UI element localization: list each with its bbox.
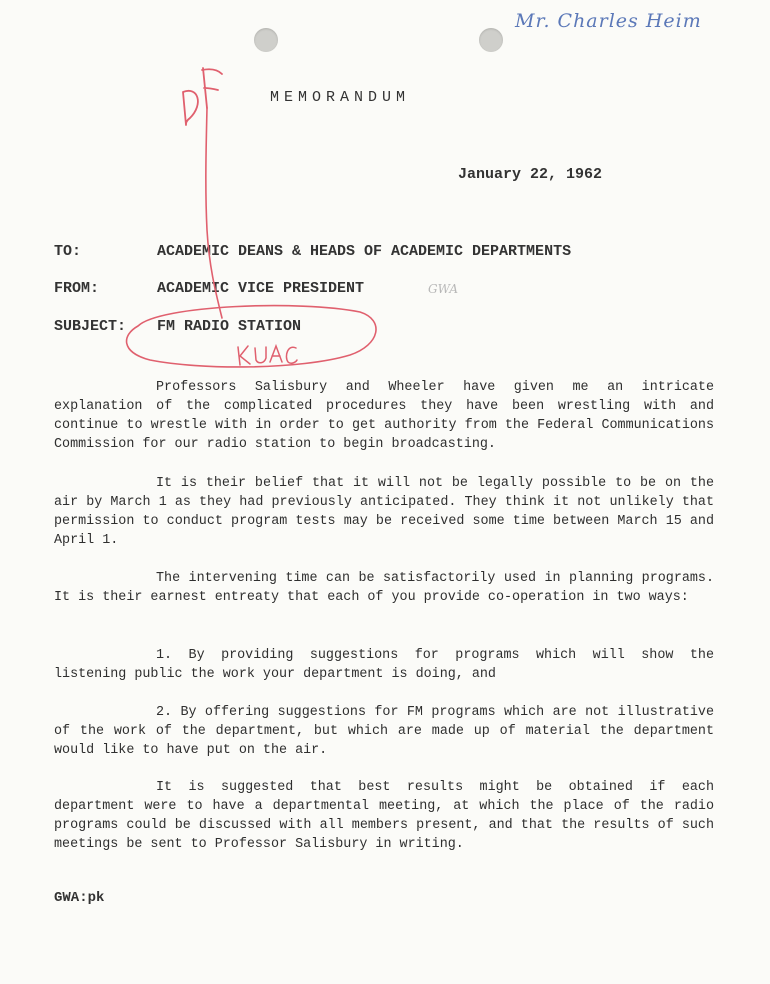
- paragraph-1-text: Professors Salisbury and Wheeler have given me an intricate explanation of the complicated procedures they have been wrestling with and continue to wrestle with in order to get authority from the Federal Communications Commission for our radio station to begin broadcasting.: [54, 380, 714, 452]
- to-value: ACADEMIC DEANS & HEADS OF ACADEMIC DEPARTMENTS: [157, 243, 572, 260]
- handwritten-initials: GWA: [428, 282, 458, 296]
- paragraph-2: [54, 474, 714, 550]
- red-df-mark: [183, 68, 222, 125]
- signature-initials: GWA:pk: [54, 890, 105, 906]
- from-label: FROM:: [54, 280, 100, 297]
- paragraph-item-1: [54, 646, 714, 684]
- paragraph-3-text: The intervening time can be satisfactorily used in planning programs. It is their earnest entreaty that each of you provide co-operation in two ways:: [54, 571, 714, 605]
- to-label: TO:: [54, 243, 82, 260]
- paragraph-4-text: It is suggested that best results might be obtained if each department were to have a departmental meeting, at which the place of the radio programs could be discussed with all members present, and that the results of such meetings be sent to Professor Salisbury in writing.: [54, 780, 714, 852]
- memo-title: MEMORANDUM: [270, 89, 411, 106]
- punch-hole-left: [254, 28, 278, 52]
- paragraph-2-text: It is their belief that it will not be legally possible to be on the air by March 1 as they had previously anticipated. They think it not unlikely that permission to conduct program tests may be received some time between March 15 and April 1.: [54, 476, 714, 548]
- paragraph-3: [54, 569, 714, 607]
- paragraph-item-2: [54, 703, 714, 760]
- handwritten-addressee: Mr. Charles Heim: [515, 10, 702, 32]
- paragraph-1: [54, 378, 714, 454]
- red-kuac-note: [238, 346, 297, 365]
- subject-label: SUBJECT:: [54, 318, 127, 335]
- paragraph-item-1-text: 1. By providing suggestions for programs which will show the listening public the work your department is doing, and: [54, 648, 714, 682]
- from-value: ACADEMIC VICE PRESIDENT: [157, 280, 365, 297]
- subject-value: FM RADIO STATION: [157, 318, 302, 335]
- red-subject-circle: [127, 306, 376, 367]
- paragraph-item-2-text: 2. By offering suggestions for FM programs which are not illustrative of the work of the department, but which are made up of material the department would like to have put on the air.: [54, 705, 714, 758]
- punch-hole-right: [479, 28, 503, 52]
- memo-date: January 22, 1962: [458, 166, 603, 183]
- paragraph-4: [54, 778, 714, 854]
